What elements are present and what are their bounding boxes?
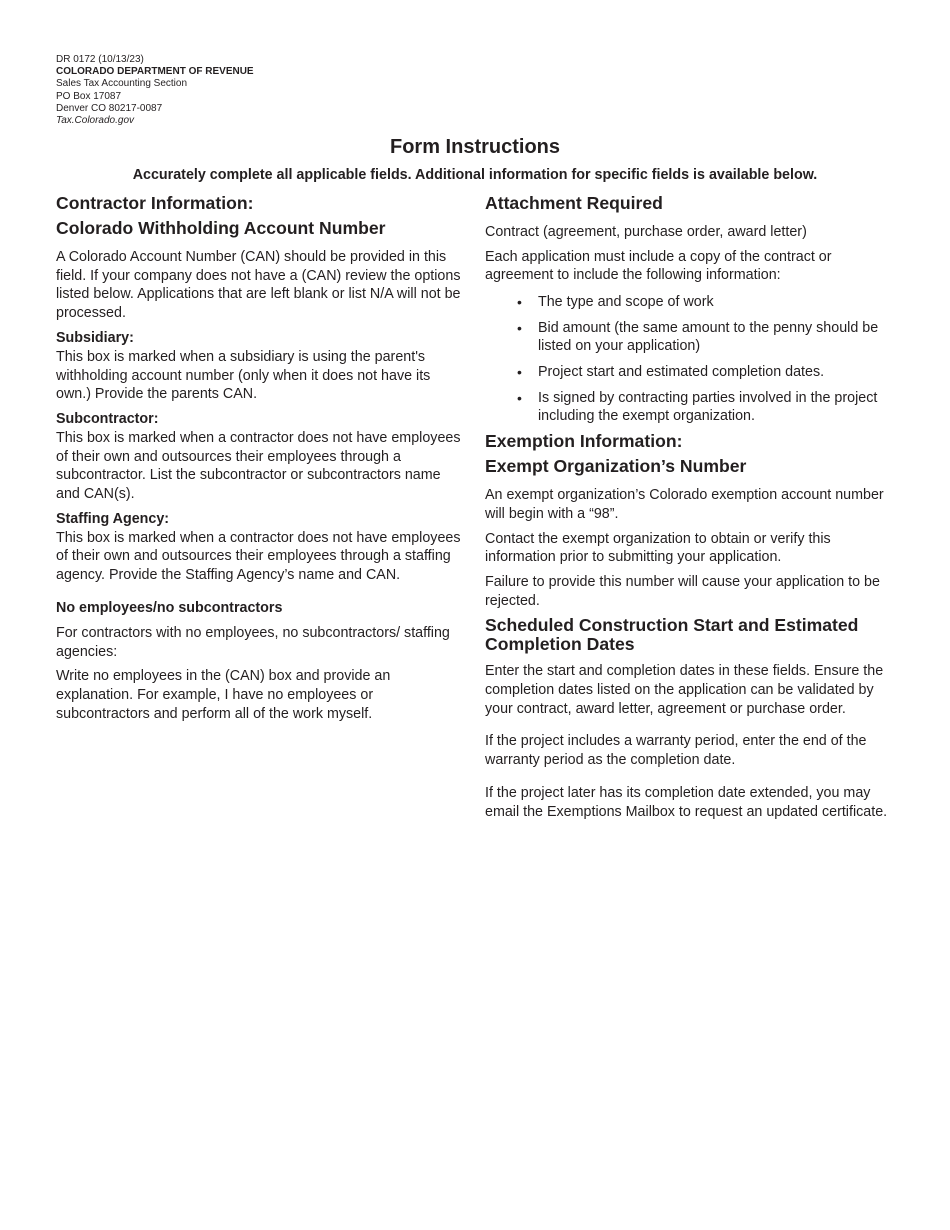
- page-title: Form Instructions: [389, 136, 560, 158]
- attachment-requirements-list: [485, 293, 897, 425]
- exemption-info-heading: Exemption Information:: [485, 431, 683, 452]
- attachment-heading: Attachment Required: [485, 193, 663, 213]
- schedule-text-3: If the project later has its completion date extended, you may email the Exemptions Mailbox to request an updated certificate.: [485, 784, 888, 820]
- subcontractor-text: This box is marked when a contractor does not have employees of their own and outsources their employees through a subcontractor. List the subcontractor or subcontractors name and CAN(s).: [56, 429, 461, 503]
- left-column: [56, 192, 466, 723]
- no-employees-text-1: For contractors with no employees, no subcontractors/ staffing agencies:: [56, 624, 450, 660]
- list-item: • Is signed by contracting parties involved in the project including the exempt organization.: [485, 389, 897, 425]
- list-item: • Bid amount (the same amount to the penny should be listed on your application): [485, 319, 897, 355]
- subsidiary-text: This box is marked when a subsidiary is using the parent's withholding account number (only when it does not have its own.) Provide the parents CAN.: [56, 348, 431, 403]
- schedule-text-1: Enter the start and completion dates in these fields. Ensure the completion dates listed on the application can be validated by your contract, award letter, agreement or purchase order.: [485, 663, 884, 717]
- department-name: COLORADO DEPARTMENT OF REVENUE: [56, 66, 254, 78]
- form-number: DR 0172 (10/13/23): [56, 54, 144, 65]
- section-name: Sales Tax Accounting Section: [56, 78, 188, 90]
- subsidiary-heading: Subsidiary:: [56, 329, 134, 346]
- agency-header: [56, 54, 254, 127]
- exempt-org-number-heading: Exempt Organization’s Number: [485, 456, 747, 477]
- attachment-text-2: Each application must include a copy of the contract or agreement to include the following information:: [485, 248, 832, 284]
- exempt-text-2: Contact the exempt organization to obtain or verify this information prior to submitting your application.: [485, 530, 831, 566]
- staffing-agency-heading: Staffing Agency:: [56, 510, 170, 527]
- staffing-agency-text: This box is marked when a contractor does not have employees of their own and outsources their employees through a staffing agency. Provide the Staffing Agency’s name and CAN.: [56, 529, 461, 584]
- page-subtitle: Accurately complete all applicable fields. Additional information for specific fields is available below.: [132, 167, 818, 183]
- po-box: PO Box 17087: [56, 90, 122, 102]
- schedule-heading: Scheduled Construction Start and Estimated Completion Dates: [485, 615, 859, 654]
- exempt-text-1: An exempt organization’s Colorado exemption account number will begin with a “98”.: [485, 487, 884, 522]
- list-item: • Project start and estimated completion dates.: [485, 363, 897, 381]
- city-zip: Denver CO 80217-0087: [56, 102, 163, 114]
- no-employees-text-2: Write no employees in the (CAN) box and provide an explanation. For example, I have no employees or subcontractors and perform all of the work myself.: [56, 668, 391, 722]
- contractor-info-heading: Contractor Information:: [56, 193, 254, 213]
- list-item: • The type and scope of work: [485, 293, 897, 311]
- schedule-text-2: If the project includes a warranty period, enter the end of the warranty period as the completion date.: [485, 733, 867, 769]
- subcontractor-heading: Subcontractor:: [56, 410, 159, 427]
- no-employees-heading: No employees/no subcontractors: [56, 599, 283, 616]
- right-column: [485, 192, 897, 821]
- website: Tax.Colorado.gov: [56, 115, 135, 127]
- exempt-text-3: Failure to provide this number will cause your application to be rejected.: [485, 573, 880, 609]
- withholding-account-heading: Colorado Withholding Account Number: [56, 218, 386, 238]
- withholding-account-text: A Colorado Account Number (CAN) should be provided in this field. If your company does not have a (CAN) review the options listed below. Applications that are left blank or list N/A will not be processed.: [56, 249, 461, 322]
- attachment-text-1: Contract (agreement, purchase order, award letter): [485, 224, 807, 240]
